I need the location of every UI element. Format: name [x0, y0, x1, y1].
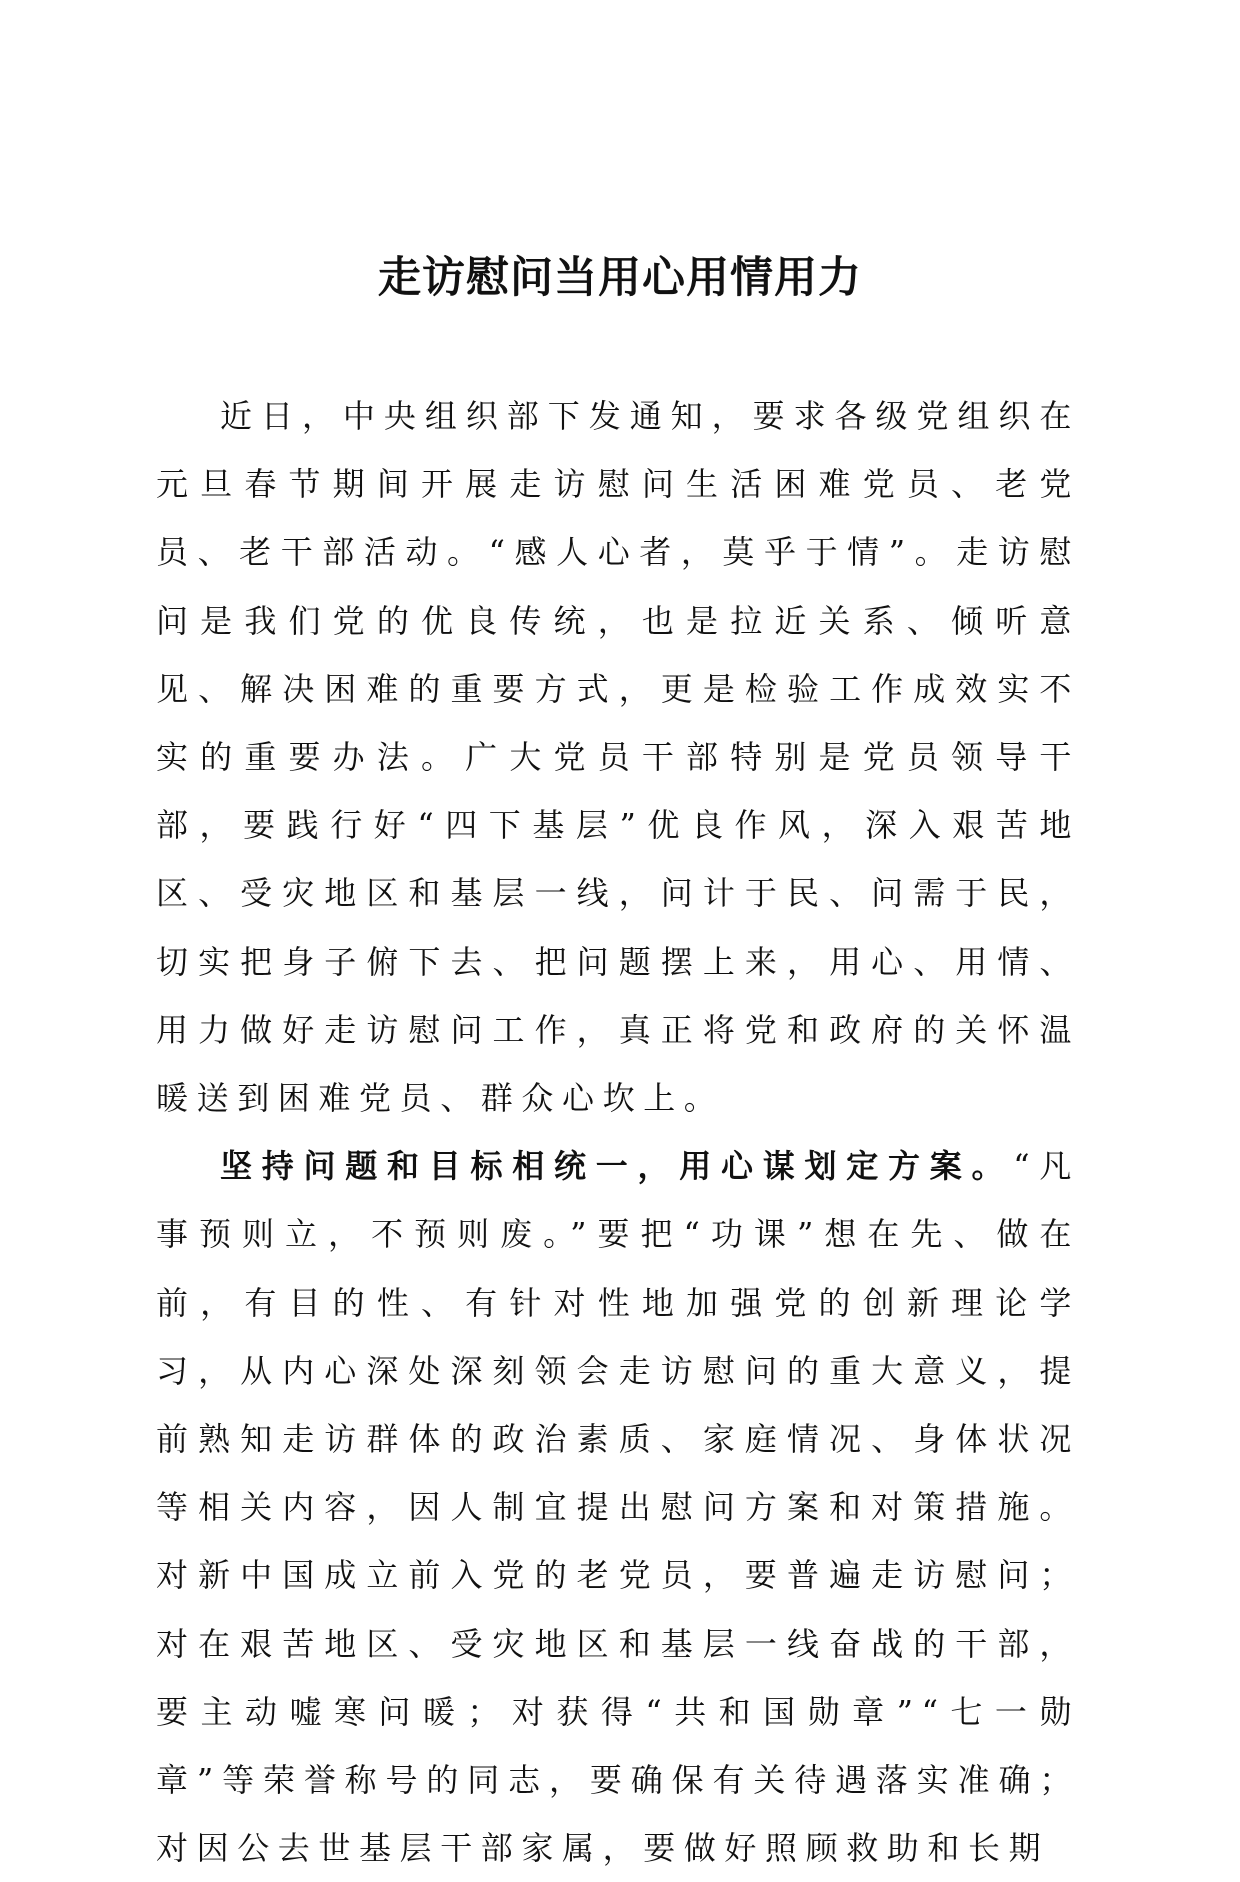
page-title: 走访慰问当用心用情用力 [378, 253, 862, 303]
document-body [156, 382, 1080, 1882]
paragraph-intro [156, 382, 1080, 1132]
paragraph-text: 近日，中央组织部下发通知，要求各级党组织在元旦春节期间开展走访慰问生活困难党员、老党员、老干部活动。“感人心者，莫乎于情”。走访慰问是我们党的优良传统，也是拉近关系、倾听意见、解决困难的重要方式，更是检验工作成效实不实的重要办法。广大党员干部特别是党员领导干部，要践行好“四下基层”优良作风，深入艰苦地区、受灾地区和基层一线，问计于民、问需于民，切实把身子俯下去、把问题摆上来，用心、用情、用力做好走访慰问工作，真正将党和政府的关怀温暖送到困难党员、群众心坎上。 [156, 397, 1080, 1118]
paragraph-section-1 [156, 1132, 1080, 1882]
section-heading: 坚持问题和目标相统一，用心谋划定方案。 [220, 1147, 1014, 1186]
paragraph-text: “凡事预则立，不预则废。”要把“功课”想在先、做在前，有目的性、有针对性地加强党的创新理论学习，从内心深处深刻领会走访慰问的重大意义，提前熟知走访群体的政治素质、家庭情况、身体状况等相关内容，因人制宜提出慰问方案和对策措施。对新中国成立前入党的老党员，要普遍走访慰问；对在艰苦地区、受灾地区和基层一线奋战的干部，要主动嘘寒问暖；对获得“共和国勋章”“七一勋章”等荣誉称号的同志，要确保有关待遇落实准确；对因公去世基层干部家属，要做好照顾救助和长期 [156, 1147, 1080, 1868]
